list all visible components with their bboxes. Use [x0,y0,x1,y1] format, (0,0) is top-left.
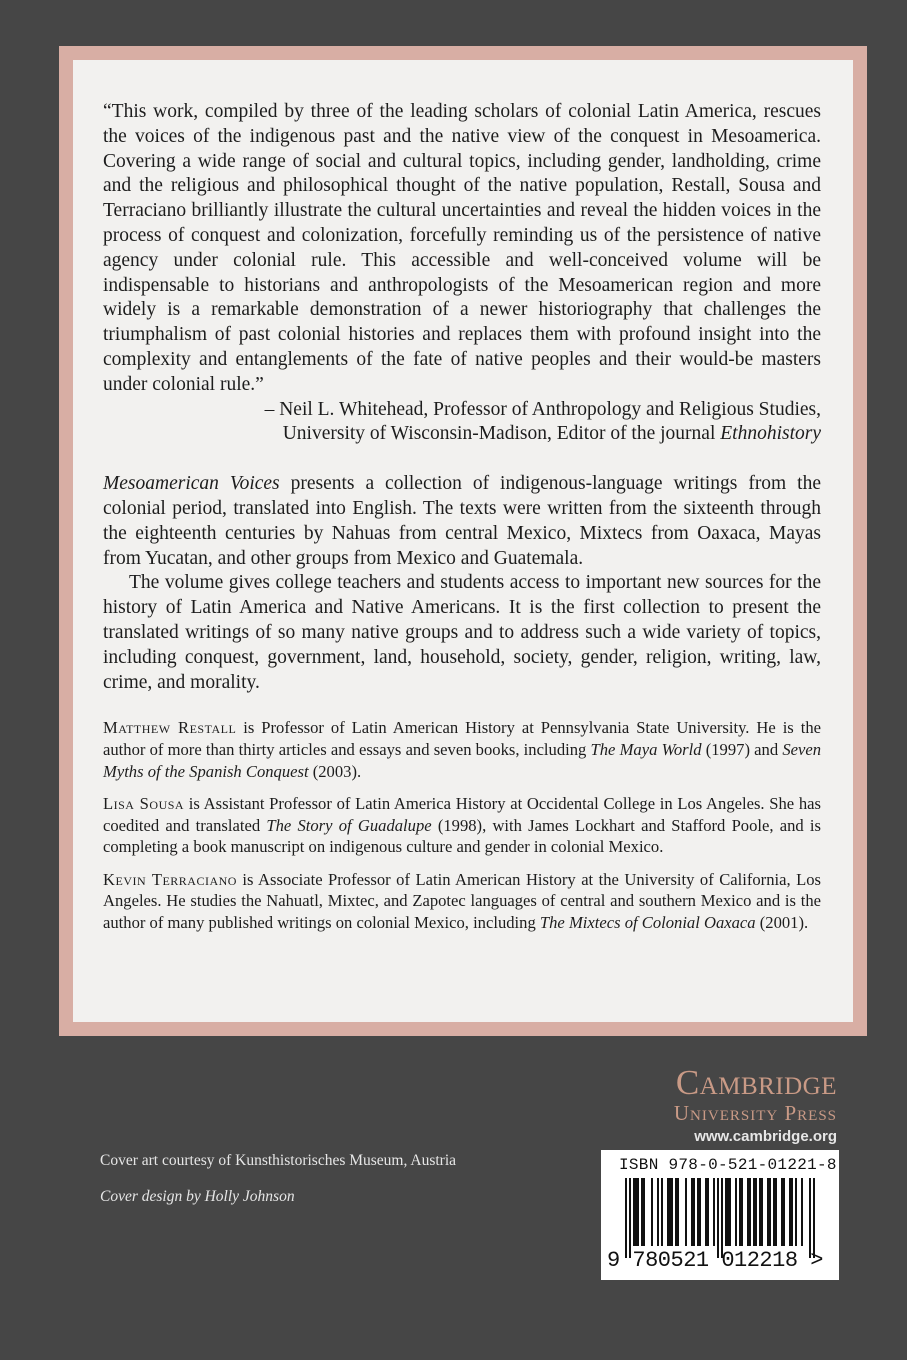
barcode-bar [675,1178,677,1246]
barcode-bar [629,1178,631,1258]
barcode-bar [735,1178,737,1246]
bio-text: is Professor of Latin American History at Pennsylvania State University. He is the author of more than thirty articles and essays and seven books, including [103,718,821,759]
author-bio-restall [103,717,821,782]
bio-text: is Assistant Professor of Latin America History at Occidental College in Los Angeles. She has coedited and translated [103,794,821,835]
barcode-bar [767,1178,769,1246]
description-p1-text: presents a collection of indigenous-language writings from the colonial period, translated into English. The texts were written from the sixteenth through the eighteenth centuries by Nahuas from central Mexico, Mixtecs from Oaxaca, Mayas from Yucatan, and other groups from Mexico and Guatemala. [103,473,821,569]
barcode-bar [781,1178,783,1246]
book-title: The Story of Guadalupe [266,815,432,835]
bio-text: (1998), with James Lockhart and Stafford Poole, and is completing a book manuscript on indigenous culture and gender in colonial Mexico. [103,815,821,857]
description-paragraph-2: The volume gives college teachers and students access to important new sources for the history of Latin America and Native Americans. It is the first collection to present the translated writings of so many native groups and to address such a wide variety of topics, including conquest, government, land, household, society, gender, religion, writing, law, crime, and morality. [103,572,821,693]
attribution-line-1: – Neil L. Whitehead, Professor of Anthropology and Religious Studies, [264,398,821,420]
barcode-bar [643,1178,645,1246]
barcode-bar [651,1178,653,1246]
publisher-logo [597,1063,837,1148]
barcode-bar [691,1178,693,1246]
barcode-bar [727,1178,729,1246]
barcode-bar [773,1178,775,1246]
barcode-bar [667,1178,669,1246]
bio-text: (2003). [308,761,362,781]
cover-art-credit: Cover art courtesy of Kunsthistorisches Museum, Austria [100,1152,457,1169]
barcode-bar [635,1178,637,1246]
cover-design-credit: Cover design by Holly Johnson [100,1188,295,1205]
attribution-line-2: University of Wisconsin-Madison, Editor of the journal [282,423,716,445]
barcode-bar [705,1178,707,1246]
barcode-bar [741,1178,743,1246]
author-name: Lisa Sousa [103,794,185,814]
book-title: The Mixtecs of Colonial Oaxaca [539,913,756,933]
barcode-bar [791,1178,793,1246]
publisher-url: www.cambridge.org [694,1128,837,1145]
bio-text: (1997) and [701,739,783,759]
author-name: Matthew Restall [103,718,237,738]
barcode-bar [657,1178,659,1246]
publisher-subtitle: University Press [673,1101,837,1125]
barcode-bar [677,1178,679,1246]
barcode-bar [795,1178,797,1246]
barcode-bar [637,1178,639,1246]
bio-text: is Associate Professor of Latin American History at the University of California, Los Angeles. He studies the Nahuatl, Mixtec, and Zapotec languages of central and southern Mexico and is the author of many published writings on colonial Mexico, including [103,869,821,933]
barcode-bar [661,1178,663,1246]
barcode-bar [749,1178,751,1246]
barcode-bar [813,1178,815,1258]
barcode-bar [769,1178,771,1246]
book-title: Mesoamerican Voices [103,473,280,495]
barcode-bar [755,1178,757,1246]
barcode-bar [721,1178,723,1258]
publisher-name: Cambridge [675,1063,837,1102]
journal-title: Ethnohistory [720,423,821,445]
barcode-bar [753,1178,755,1246]
barcode-bar [801,1178,803,1246]
ean-digits: 9 780521 012218 > [607,1248,823,1273]
barcode-bar [713,1178,715,1246]
author-bio-sousa [103,793,821,858]
barcode-bar [685,1178,687,1246]
barcode-bar [625,1178,627,1258]
barcode-bar [729,1178,731,1246]
description-paragraph-1 [103,472,821,571]
barcode-bar [775,1178,777,1246]
text-panel [73,60,853,1022]
author-bio-terraciano [103,869,821,934]
endorsement-quote: “This work, compiled by three of the leading scholars of colonial Latin America, rescues the voices of the indigenous past and the native view of the conquest in Mesoamerica. Covering a wide range of social and cultural topics, including gender, landholding, crime and the religious and philosophical thought of the native population, Restall, Sousa and Terraciano brilliantly illustrate the cultural uncertainties and reveal the hidden voices in the process of conquest and colonization, forcefully reminding us of the persistence of native agency under colonial rule. This accessible and well-conceived volume will be indispensable to historians and anthropologists of the Mesoamerican region and more widely is a remarkable demonstration of a newer historiography that challenges the triumphalism of past colonial histories and replaces them with profound insight into the complexity and entanglements of the fate of native peoples and their would-be masters under colonial rule.” [103,101,821,395]
book-title: The Maya World [590,739,702,759]
bio-text: (2001). [755,913,809,933]
author-name: Kevin Terraciano [103,869,237,889]
barcode-bar [699,1178,701,1246]
barcode-bar [789,1178,791,1246]
endorsement-attribution [103,398,821,448]
barcode-bar [669,1178,671,1246]
barcode-bar [759,1178,761,1246]
barcode-bar [809,1178,811,1258]
barcode-bar [633,1178,635,1246]
barcode-bar [739,1178,741,1246]
barcode-bar [697,1178,699,1246]
barcode-bar [671,1178,673,1246]
barcode-bar [707,1178,709,1246]
barcode-bar [641,1178,643,1246]
isbn-barcode [601,1150,839,1280]
barcode-bar [783,1178,785,1246]
barcode-bar [693,1178,695,1246]
back-cover-frame [59,46,867,1036]
barcode-bar [725,1178,727,1246]
book-title: Seven Myths of the Spanish Conquest [103,739,822,781]
barcode-bar [717,1178,719,1258]
isbn-label: ISBN 978-0-521-01221-8 [619,1156,837,1174]
barcode-bar [761,1178,763,1246]
barcode-bar [747,1178,749,1246]
